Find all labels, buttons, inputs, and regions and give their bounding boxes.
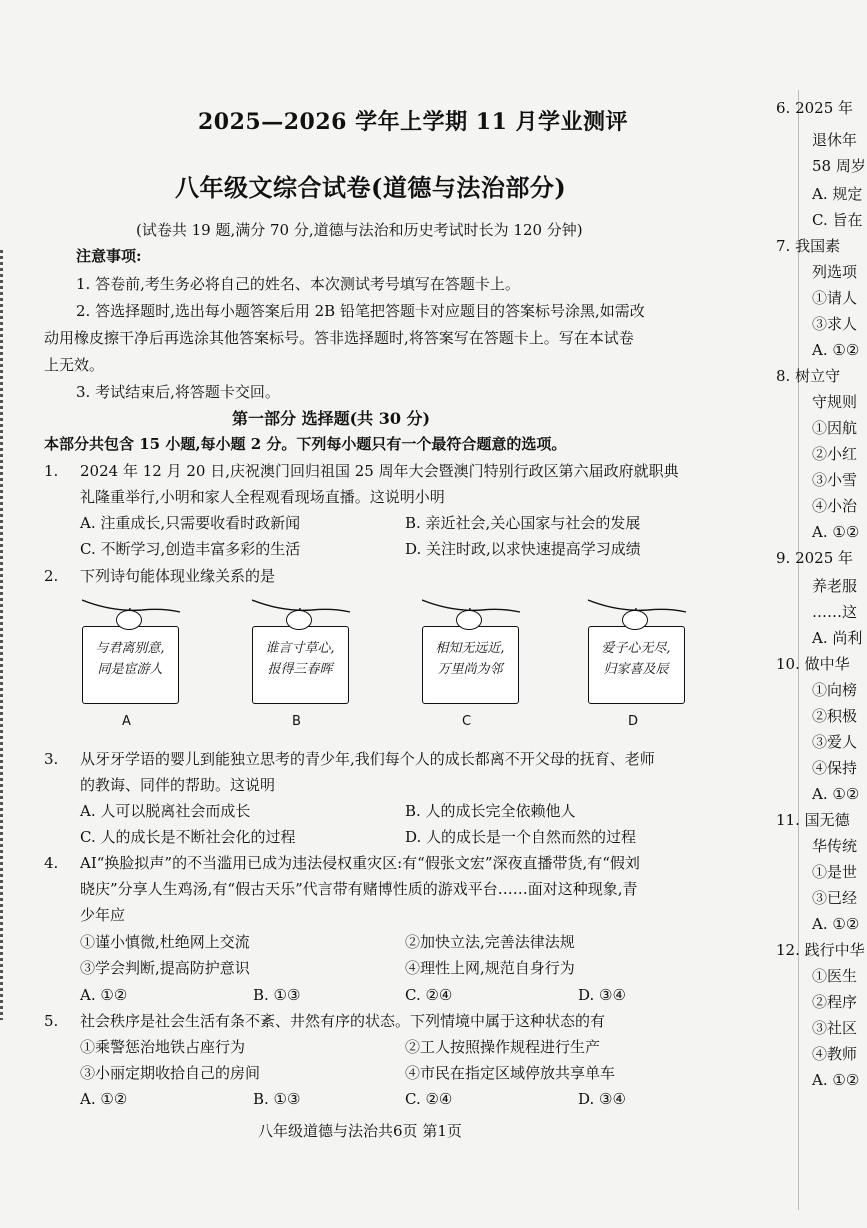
right-column-line: 退休年 <box>812 131 858 149</box>
note-1: 1. 答卷前,考生务必将自己的姓名、本次测试考号填写在答题卡上。 <box>76 275 520 293</box>
right-column-line: A. ①② <box>812 341 860 359</box>
q5-stem: 社会秩序是社会生活有条不紊、井然有序的状态。下列情境中属于这种状态的有 <box>80 1012 606 1030</box>
right-column-line: ③小雪 <box>812 471 858 489</box>
q4-statement-2: ②加快立法,完善法律法规 <box>405 933 575 951</box>
right-column-line: ④小治 <box>812 497 858 515</box>
q5-option-c: C. ②④ <box>405 1090 453 1108</box>
right-column-line: 守规则 <box>812 393 858 411</box>
q3-option-a: A. 人可以脱离社会而成长 <box>80 802 251 820</box>
poem-tag-c <box>422 598 522 738</box>
right-column-line: 7. 我国素 <box>776 237 841 255</box>
right-column-line: ③社区 <box>812 1019 858 1037</box>
q5-statement-1: ①乘警惩治地铁占座行为 <box>80 1038 246 1056</box>
poem-tag-a <box>82 598 182 738</box>
q4-stem-line2: 晓庆”分享人生鸡汤,有“假古天乐”代言带有赌博性质的游戏平台……面对这种现象,青 <box>80 880 638 898</box>
right-column-line: ②程序 <box>812 993 858 1011</box>
q4-option-d: D. ③④ <box>578 986 626 1004</box>
right-column-line: 华传统 <box>812 837 858 855</box>
poem-d-line1: 爱子心无尽, <box>601 641 671 656</box>
right-column-line: ②小红 <box>812 445 858 463</box>
poem-d-label: D <box>628 714 639 729</box>
right-column-line: ①是世 <box>812 863 858 881</box>
right-column-line: ①因航 <box>812 419 858 437</box>
right-column-line: A. ①② <box>812 915 860 933</box>
right-column-line: 列选项 <box>812 263 858 281</box>
q3-option-c: C. 人的成长是不断社会化的过程 <box>80 828 296 846</box>
q3-number: 3. <box>44 750 59 768</box>
poem-b-line2: 报得三春晖 <box>267 662 333 677</box>
right-column-line: 养老服 <box>812 577 858 595</box>
page-footer: 八年级道德与法治共6页 第1页 <box>258 1122 462 1140</box>
right-column-line: ④教师 <box>812 1045 858 1063</box>
q4-statement-3: ③学会判断,提高防护意识 <box>80 959 250 977</box>
poem-tag-b <box>252 598 352 738</box>
right-column-line: 6. 2025 年 <box>776 99 854 117</box>
right-column-line: ②积极 <box>812 707 858 725</box>
q5-statement-2: ②工人按照操作规程进行生产 <box>405 1038 601 1056</box>
right-column-line: 12. 践行中华 <box>776 941 865 959</box>
poem-c-line1: 相知无远近, <box>435 641 505 656</box>
exam-title: 2025—2026 学年上学期 11 月学业测评 <box>198 109 629 135</box>
q1-option-b: B. 亲近社会,关心国家与社会的发展 <box>405 514 641 532</box>
right-column-line: ①向榜 <box>812 681 858 699</box>
note-2-line3: 上无效。 <box>44 356 105 374</box>
column-divider <box>798 90 799 1210</box>
right-column-line: 11. 国无德 <box>776 811 850 829</box>
q5-number: 5. <box>44 1012 59 1030</box>
q5-option-b: B. ①③ <box>253 1090 301 1108</box>
right-column-line: A. ①② <box>812 785 860 803</box>
right-column-line: 58 周岁 <box>812 157 866 175</box>
note-2-line1: 2. 答选择题时,选出每小题答案后用 2B 铅笔把答题卡对应题目的答案标号涂黑,如需改 <box>76 302 645 320</box>
right-column-line: ③已经 <box>812 889 858 907</box>
q4-stem-line1: AI“换脸拟声”的不当滥用已成为违法侵权重灾区:有“假张文宏”深夜直播带货,有“假刘 <box>80 854 640 872</box>
q1-stem-line1: 2024 年 12 月 20 日,庆祝澳门回归祖国 25 周年大会暨澳门特别行政区第六届政府就职典 <box>80 462 679 480</box>
poem-a-line2: 同是宦游人 <box>97 662 163 677</box>
q3-stem-line2: 的教诲、同伴的帮助。这说明 <box>80 776 276 794</box>
binding-edge <box>0 250 3 1020</box>
poem-c-label: C <box>462 714 472 729</box>
section-title: 第一部分 选择题(共 30 分) <box>232 409 431 428</box>
right-column-line: A. 尚利 <box>812 629 863 647</box>
poem-tag-d <box>588 598 688 738</box>
q2-stem: 下列诗句能体现业缘关系的是 <box>80 567 276 585</box>
right-column-line: C. 旨在 <box>812 211 863 229</box>
poem-a-line1: 与君离别意, <box>95 641 165 656</box>
q4-option-b: B. ①③ <box>253 986 301 1004</box>
q4-statement-1: ①谨小慎微,杜绝网上交流 <box>80 933 250 951</box>
q5-statement-3: ③小丽定期收拾自己的房间 <box>80 1064 261 1082</box>
q1-option-a: A. 注重成长,只需要收看时政新闻 <box>80 514 301 532</box>
right-column-line: A. ①② <box>812 1071 860 1089</box>
right-column-line: ①医生 <box>812 967 858 985</box>
q3-option-b: B. 人的成长完全依赖他人 <box>405 802 576 820</box>
poem-c-line2: 万里尚为邻 <box>437 662 503 677</box>
q4-option-a: A. ①② <box>80 986 128 1004</box>
q4-stem-line3: 少年应 <box>80 906 126 924</box>
right-column-line: A. ①② <box>812 523 860 541</box>
right-column-line: ③求人 <box>812 315 858 333</box>
note-2-line2: 动用橡皮擦干净后再选涂其他答案标号。答非选择题时,将答案写在答题卡上。写在本试卷 <box>44 329 634 347</box>
q4-option-c: C. ②④ <box>405 986 453 1004</box>
right-column-line: A. 规定 <box>812 185 863 203</box>
poem-a-label: A <box>122 714 131 729</box>
right-column-line: ……这 <box>812 603 858 621</box>
right-column-line: ①请人 <box>812 289 858 307</box>
q5-statement-4: ④市民在指定区域停放共享单车 <box>405 1064 616 1082</box>
note-3: 3. 考试结束后,将答题卡交回。 <box>76 383 280 401</box>
right-column-line: 9. 2025 年 <box>776 549 854 567</box>
q3-stem-line1: 从牙牙学语的婴儿到能独立思考的青少年,我们每个人的成长都离不开父母的抚育、老师 <box>80 750 655 768</box>
q1-number: 1. <box>44 462 59 480</box>
poem-d-line2: 归家喜及辰 <box>603 662 669 677</box>
q4-number: 4. <box>44 854 59 872</box>
q5-option-d: D. ③④ <box>578 1090 626 1108</box>
q5-option-a: A. ①② <box>80 1090 128 1108</box>
notes-heading: 注意事项: <box>76 247 142 265</box>
q1-option-d: D. 关注时政,以求快速提高学习成绩 <box>405 540 641 558</box>
right-column-line: 10. 做中华 <box>776 655 850 673</box>
q3-option-d: D. 人的成长是一个自然而然的过程 <box>405 828 637 846</box>
exam-info: (试卷共 19 题,满分 70 分,道德与法治和历史考试时长为 120 分钟) <box>136 221 583 239</box>
right-column-line: ④保持 <box>812 759 858 777</box>
q1-stem-line2: 礼隆重举行,小明和家人全程观看现场直播。这说明小明 <box>80 488 445 506</box>
q2-number: 2. <box>44 567 59 585</box>
section-desc: 本部分共包含 15 小题,每小题 2 分。下列每小题只有一个最符合题意的选项。 <box>44 435 567 453</box>
poem-b-line1: 谁言寸草心, <box>265 641 335 656</box>
q1-option-c: C. 不断学习,创造丰富多彩的生活 <box>80 540 301 558</box>
q4-statement-4: ④理性上网,规范自身行为 <box>405 959 575 977</box>
poem-b-label: B <box>292 714 301 729</box>
right-column-line: ③爱人 <box>812 733 858 751</box>
right-column-line: 8. 树立守 <box>776 367 841 385</box>
exam-subtitle: 八年级文综合试卷(道德与法治部分) <box>175 173 567 202</box>
